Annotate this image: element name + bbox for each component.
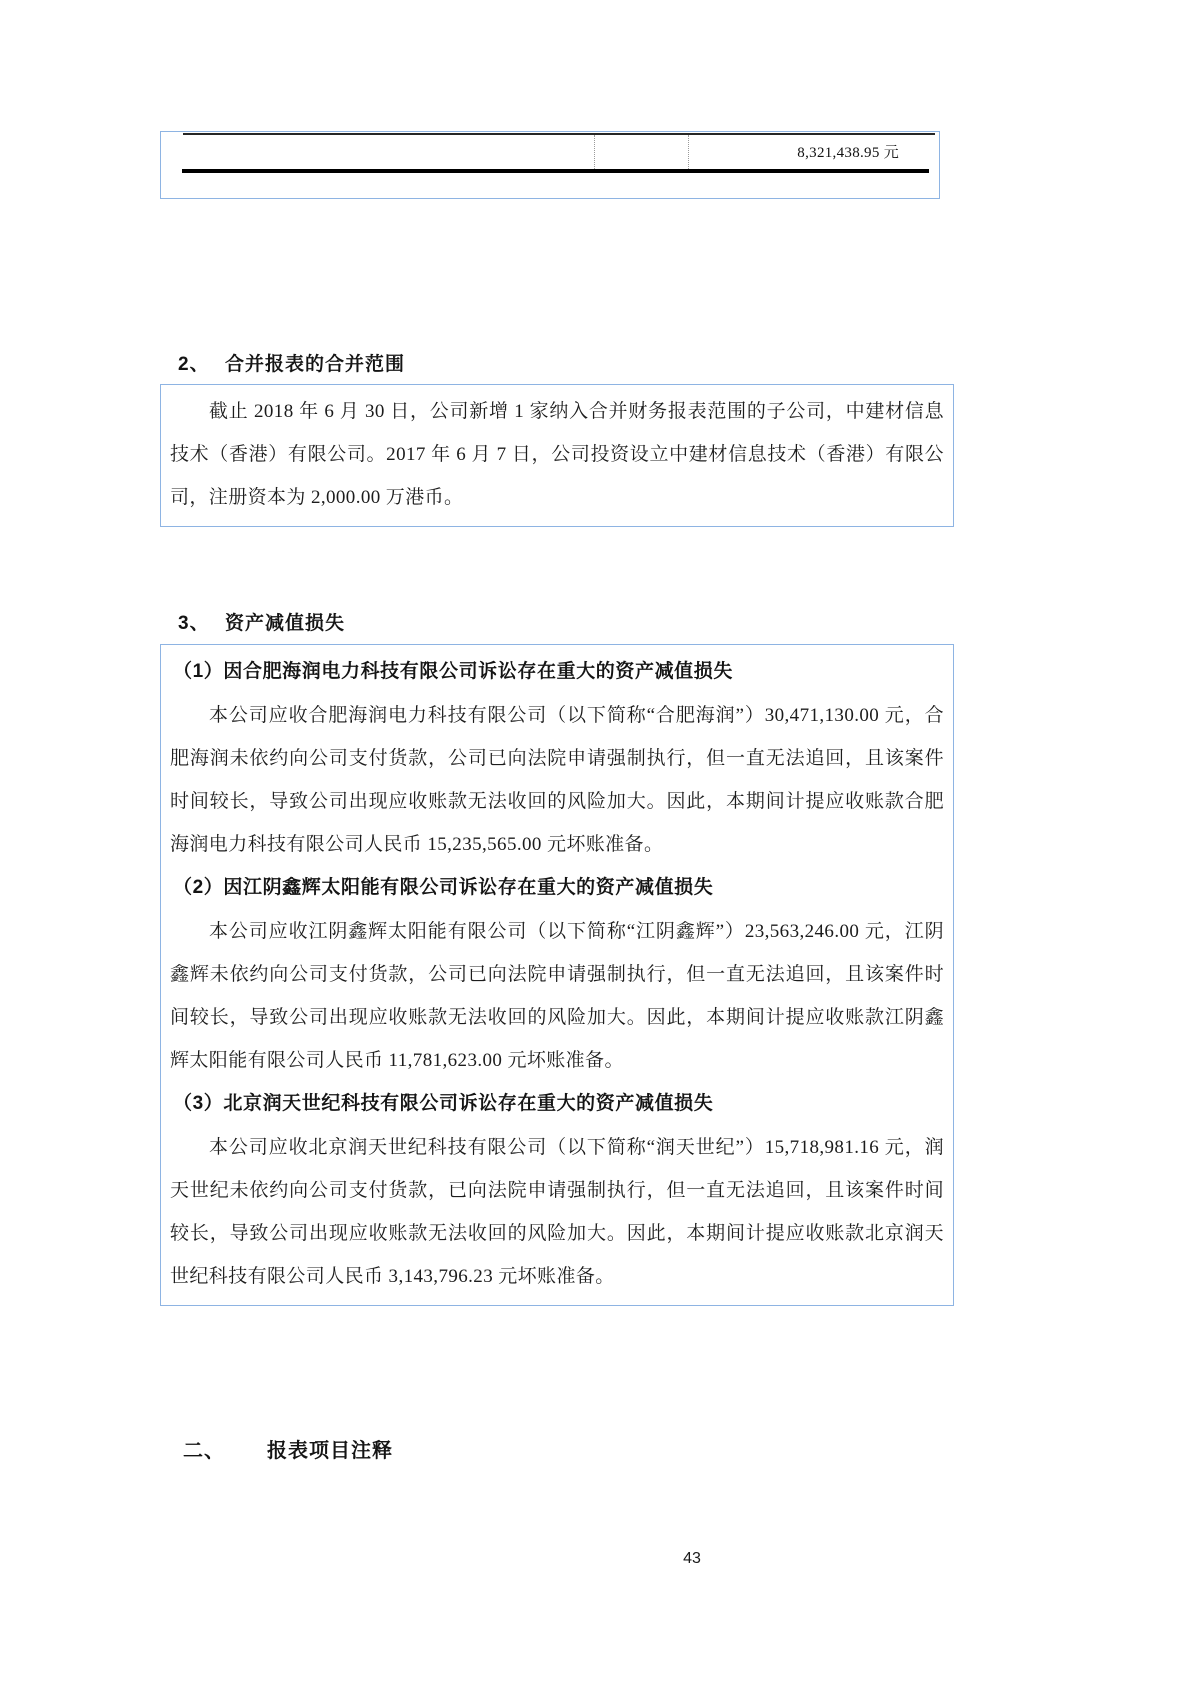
section-3-heading [178, 608, 345, 635]
impairment-item-1-body: 本公司应收合肥海润电力科技有限公司（以下简称“合肥海润”）30,471,130.00 元，合肥海润未依约向公司支付货款，公司已向法院申请强制执行，但一直无法追回，且该案件时间较长，导致公司出现应收账款无法收回的风险加大。因此，本期间计提应收账款合肥海润电力科技有限公司人民币 15,235,565.00 元坏账准备。 [170, 705, 944, 855]
page-number: 43 [683, 1550, 701, 1567]
section-2-number: 2、 [178, 354, 210, 375]
notes-section-title: 报表项目注释 [267, 1440, 393, 1462]
section-3-frame [160, 644, 954, 1306]
notes-section-number: 二、 [183, 1440, 225, 1462]
impairment-item-2-body: 本公司应收江阴鑫辉太阳能有限公司（以下简称“江阴鑫辉”）23,563,246.00 元，江阴鑫辉未依约向公司支付货款，公司已向法院申请强制执行，但一直无法追回，且该案件时间较长，导致公司出现应收账款无法收回的风险加大。因此，本期间计提应收账款江阴鑫辉太阳能有限公司人民币 11,781,623.00 元坏账准备。 [170, 921, 944, 1071]
impairment-item-1-title: （1）因合肥海润电力科技有限公司诉讼存在重大的资产减值损失 [173, 661, 733, 682]
section-3-title: 资产减值损失 [225, 613, 346, 634]
section-2-title: 合并报表的合并范围 [225, 354, 406, 375]
table-top-rule [183, 133, 935, 135]
impairment-item-3-body: 本公司应收北京润天世纪科技有限公司（以下简称“润天世纪”）15,718,981.16 元，润天世纪未依约向公司支付货款，已向法院申请强制执行，但一直无法追回，且该案件时间较长，导致公司出现应收账款无法收回的风险加大。因此，本期间计提应收账款北京润天世纪科技有限公司人民币 3,143,796.23 元坏账准备。 [170, 1137, 944, 1287]
table-fragment-frame [160, 131, 940, 199]
impairment-item-2-title: （2）因江阴鑫辉太阳能有限公司诉讼存在重大的资产减值损失 [173, 877, 714, 898]
section-2-frame [160, 384, 954, 527]
table-bottom-rule [182, 169, 929, 173]
section-2-paragraph: 截止 2018 年 6 月 30 日，公司新增 1 家纳入合并财务报表范围的子公司，中建材信息技术（香港）有限公司。2017 年 6 月 7 日，公司投资设立中建材信息技术（香港）有限公司，注册资本为 2,000.00 万港币。 [170, 401, 944, 508]
table-total-value: 8,321,438.95 元 [797, 145, 899, 161]
notes-section-heading [183, 1434, 393, 1463]
impairment-item-3-title: （3）北京润天世纪科技有限公司诉讼存在重大的资产减值损失 [173, 1093, 714, 1114]
section-3-number: 3、 [178, 613, 210, 634]
section-2-heading [178, 349, 405, 376]
table-column-separator-1 [594, 135, 595, 169]
